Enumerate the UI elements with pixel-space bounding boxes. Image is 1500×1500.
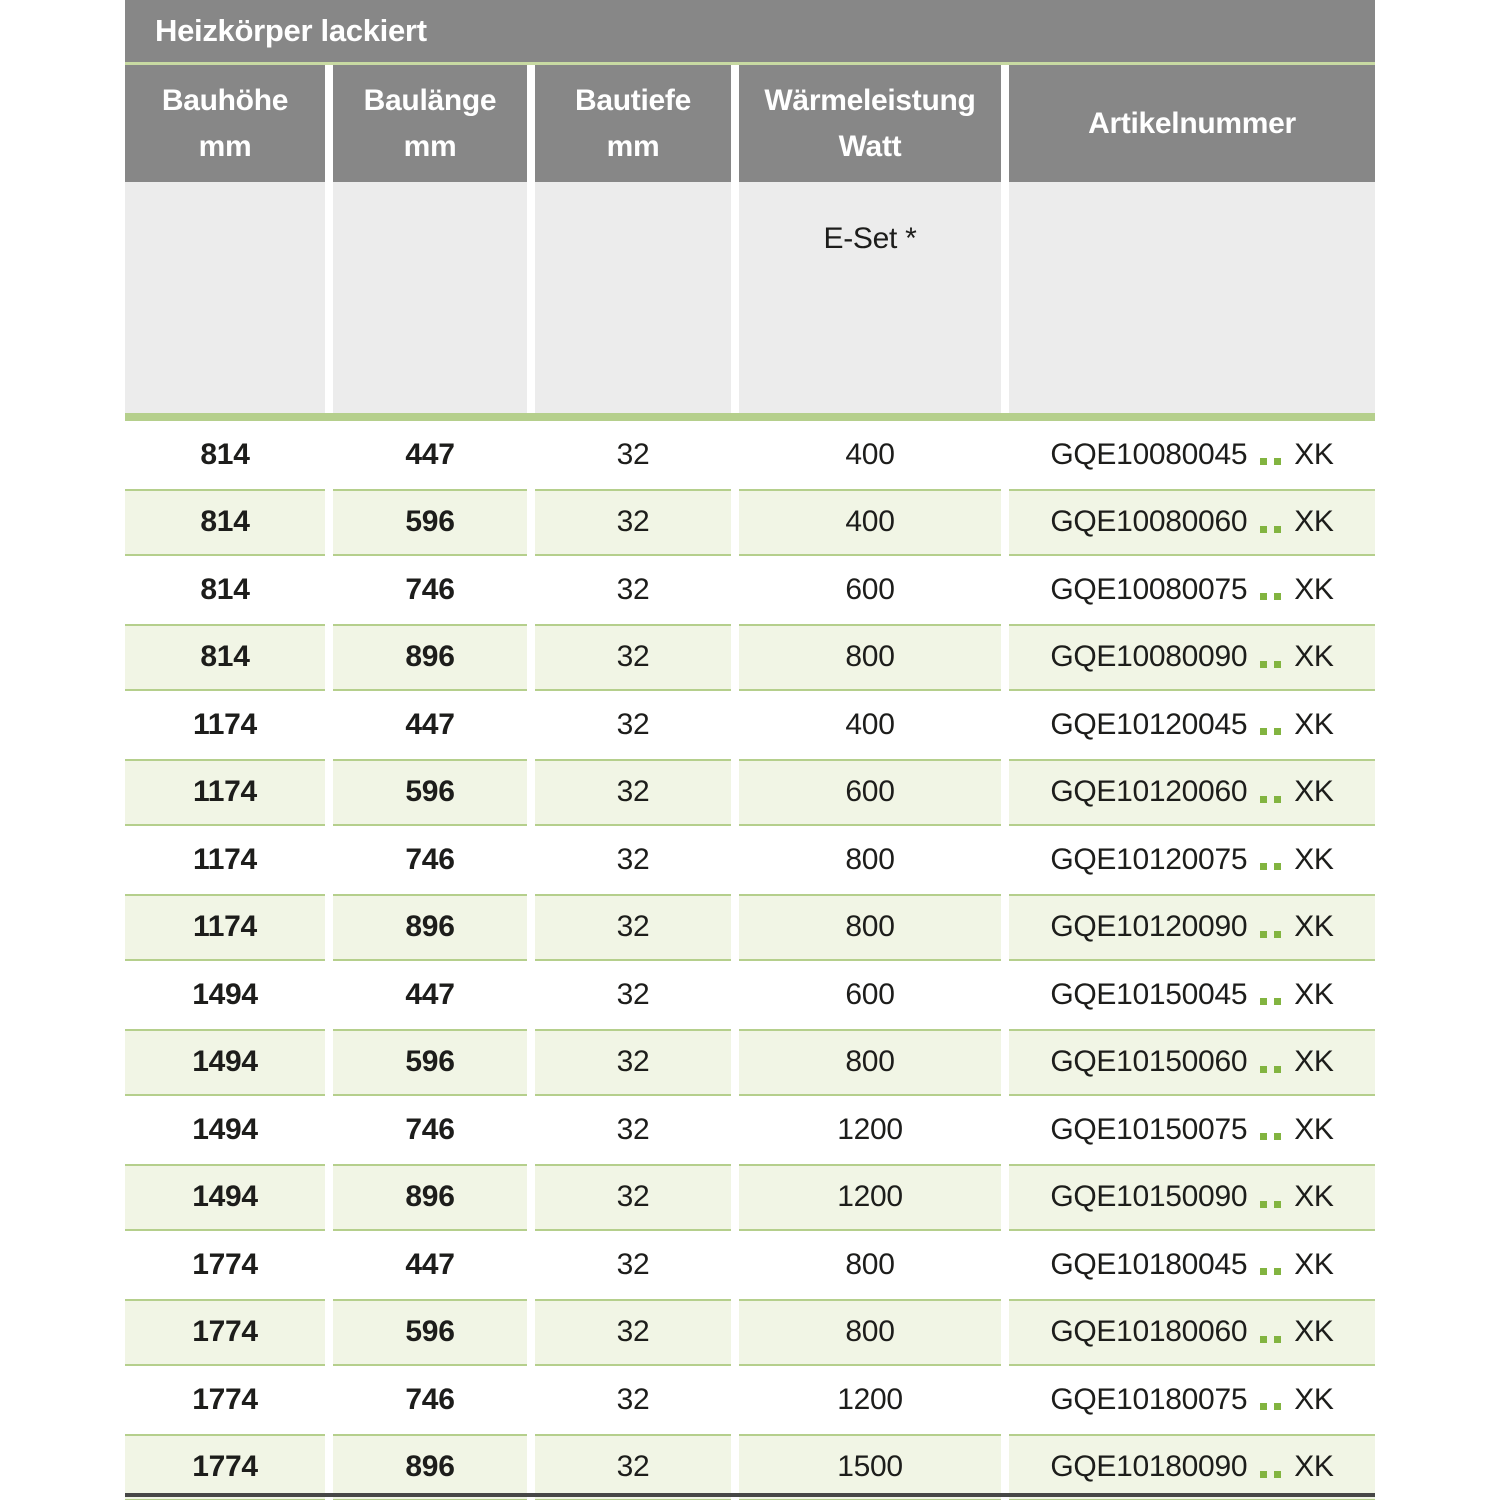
table-row xyxy=(125,691,1375,759)
color-placeholder-dot-icon xyxy=(1274,526,1281,533)
header-body-separator-line xyxy=(125,413,1375,421)
table-row xyxy=(125,894,1375,962)
table-row xyxy=(125,489,1375,557)
cell-artikelnummer xyxy=(1009,1096,1375,1164)
cell-bauhoehe: 1494 xyxy=(125,1096,325,1164)
artikelnummer-prefix: GQE10150075 xyxy=(1050,1112,1248,1146)
cell-bauhoehe: 1774 xyxy=(125,1366,325,1434)
artikelnummer-prefix: GQE10120045 xyxy=(1050,707,1248,741)
artikelnummer-prefix: GQE10150060 xyxy=(1050,1045,1248,1079)
table-row xyxy=(125,1434,1375,1500)
cell-baulaenge: 896 xyxy=(333,1164,527,1232)
table-row xyxy=(125,759,1375,827)
artikelnummer-suffix: XK xyxy=(1294,977,1334,1011)
color-placeholder-dot-icon xyxy=(1274,1268,1281,1275)
cell-baulaenge: 746 xyxy=(333,556,527,624)
cell-bautiefe: 32 xyxy=(535,961,731,1029)
cell-artikelnummer xyxy=(1009,1366,1375,1434)
cell-artikelnummer xyxy=(1009,894,1375,962)
artikelnummer-suffix: XK xyxy=(1294,572,1334,606)
cell-artikelnummer xyxy=(1009,691,1375,759)
artikelnummer-prefix: GQE10180090 xyxy=(1050,1450,1248,1484)
cell-bauhoehe: 1174 xyxy=(125,691,325,759)
cell-watt: 600 xyxy=(739,556,1001,624)
cell-baulaenge: 896 xyxy=(333,894,527,962)
artikelnummer-prefix: GQE10120090 xyxy=(1050,910,1248,944)
artikelnummer-prefix: GQE10120075 xyxy=(1050,842,1248,876)
artikelnummer-prefix: GQE10150090 xyxy=(1050,1180,1248,1214)
cell-baulaenge: 746 xyxy=(333,1366,527,1434)
artikelnummer-suffix: XK xyxy=(1294,1315,1334,1349)
cell-bautiefe: 32 xyxy=(535,894,731,962)
cell-watt: 800 xyxy=(739,624,1001,692)
color-placeholder-dot-icon xyxy=(1274,863,1281,870)
cell-baulaenge: 596 xyxy=(333,1029,527,1097)
header-bauhoehe-unit: mm xyxy=(198,129,252,163)
header-waermeleistung-unit: Watt xyxy=(838,129,902,163)
cell-bauhoehe: 1774 xyxy=(125,1299,325,1367)
cell-bauhoehe: 1774 xyxy=(125,1434,325,1500)
cell-baulaenge: 447 xyxy=(333,691,527,759)
color-placeholder-dot-icon xyxy=(1274,661,1281,668)
cell-bauhoehe: 814 xyxy=(125,489,325,557)
cell-bauhoehe: 814 xyxy=(125,556,325,624)
subheader-baulaenge xyxy=(333,182,527,413)
color-placeholder-dot-icon xyxy=(1260,863,1267,870)
cell-bautiefe: 32 xyxy=(535,624,731,692)
color-placeholder-dot-icon xyxy=(1274,931,1281,938)
header-bauhoehe-label: Bauhöhe xyxy=(161,83,289,117)
cell-artikelnummer xyxy=(1009,489,1375,557)
cell-artikelnummer xyxy=(1009,421,1375,489)
cell-bautiefe: 32 xyxy=(535,1231,731,1299)
color-placeholder-dot-icon xyxy=(1260,1133,1267,1140)
table-row xyxy=(125,1096,1375,1164)
cell-bautiefe: 32 xyxy=(535,826,731,894)
color-placeholder-dot-icon xyxy=(1260,1268,1267,1275)
table-row xyxy=(125,1029,1375,1097)
color-placeholder-dot-icon xyxy=(1260,1201,1267,1208)
cell-bautiefe: 32 xyxy=(535,759,731,827)
cell-baulaenge: 596 xyxy=(333,759,527,827)
color-placeholder-dot-icon xyxy=(1260,728,1267,735)
artikelnummer-suffix: XK xyxy=(1294,1112,1334,1146)
cell-baulaenge: 746 xyxy=(333,826,527,894)
cell-bautiefe: 32 xyxy=(535,1299,731,1367)
cell-watt: 800 xyxy=(739,1029,1001,1097)
artikelnummer-suffix: XK xyxy=(1294,1382,1334,1416)
artikelnummer-suffix: XK xyxy=(1294,1247,1334,1281)
cell-bauhoehe: 1174 xyxy=(125,759,325,827)
artikelnummer-prefix: GQE10080060 xyxy=(1050,505,1248,539)
table-row xyxy=(125,1366,1375,1434)
artikelnummer-suffix: XK xyxy=(1294,707,1334,741)
cell-watt: 600 xyxy=(739,961,1001,1029)
table-row xyxy=(125,826,1375,894)
cell-artikelnummer xyxy=(1009,1231,1375,1299)
color-placeholder-dot-icon xyxy=(1260,661,1267,668)
cell-baulaenge: 896 xyxy=(333,1434,527,1500)
cell-baulaenge: 596 xyxy=(333,1299,527,1367)
cell-bauhoehe: 1494 xyxy=(125,1164,325,1232)
cell-artikelnummer xyxy=(1009,1434,1375,1500)
cell-watt: 1200 xyxy=(739,1096,1001,1164)
cell-watt: 400 xyxy=(739,489,1001,557)
cell-watt: 1200 xyxy=(739,1164,1001,1232)
artikelnummer-prefix: GQE10080090 xyxy=(1050,640,1248,674)
header-artikelnummer-label: Artikelnummer xyxy=(1088,106,1296,140)
cell-bautiefe: 32 xyxy=(535,1096,731,1164)
table-row xyxy=(125,421,1375,489)
artikelnummer-prefix: GQE10080045 xyxy=(1050,437,1248,471)
table-row xyxy=(125,961,1375,1029)
cell-artikelnummer xyxy=(1009,1299,1375,1367)
artikelnummer-suffix: XK xyxy=(1294,505,1334,539)
subheader-artikelnummer xyxy=(1009,182,1375,413)
cell-bautiefe: 32 xyxy=(535,1434,731,1500)
color-placeholder-dot-icon xyxy=(1274,1133,1281,1140)
cell-baulaenge: 447 xyxy=(333,1231,527,1299)
table-row xyxy=(125,624,1375,692)
table-title-bar xyxy=(125,0,1375,62)
artikelnummer-suffix: XK xyxy=(1294,775,1334,809)
header-artikelnummer xyxy=(1009,65,1375,182)
artikelnummer-suffix: XK xyxy=(1294,842,1334,876)
header-baulaenge-label: Baulänge xyxy=(363,83,497,117)
color-placeholder-dot-icon xyxy=(1260,931,1267,938)
color-placeholder-dot-icon xyxy=(1274,998,1281,1005)
cell-baulaenge: 746 xyxy=(333,1096,527,1164)
color-placeholder-dot-icon xyxy=(1260,458,1267,465)
cell-watt: 600 xyxy=(739,759,1001,827)
cell-watt: 400 xyxy=(739,691,1001,759)
subheader-bauhoehe xyxy=(125,182,325,413)
table-row xyxy=(125,1231,1375,1299)
cell-bautiefe: 32 xyxy=(535,1164,731,1232)
color-placeholder-dot-icon xyxy=(1260,526,1267,533)
cell-bauhoehe: 814 xyxy=(125,421,325,489)
cell-baulaenge: 447 xyxy=(333,421,527,489)
color-placeholder-dot-icon xyxy=(1274,1201,1281,1208)
artikelnummer-prefix: GQE10180075 xyxy=(1050,1382,1248,1416)
table-header-row xyxy=(125,65,1375,182)
color-placeholder-dot-icon xyxy=(1260,1471,1267,1478)
color-placeholder-dot-icon xyxy=(1260,1336,1267,1343)
cell-watt: 800 xyxy=(739,826,1001,894)
cell-bautiefe: 32 xyxy=(535,1366,731,1434)
cell-bautiefe: 32 xyxy=(535,556,731,624)
color-placeholder-dot-icon xyxy=(1260,1403,1267,1410)
header-bauhoehe xyxy=(125,65,325,182)
color-placeholder-dot-icon xyxy=(1274,1471,1281,1478)
artikelnummer-prefix: GQE10180060 xyxy=(1050,1315,1248,1349)
cell-artikelnummer xyxy=(1009,556,1375,624)
table-row xyxy=(125,1299,1375,1367)
header-waermeleistung xyxy=(739,65,1001,182)
subheader-waermeleistung xyxy=(739,182,1001,413)
cell-watt: 800 xyxy=(739,894,1001,962)
color-placeholder-dot-icon xyxy=(1274,1403,1281,1410)
table-row xyxy=(125,1164,1375,1232)
cell-watt: 1200 xyxy=(739,1366,1001,1434)
cell-artikelnummer xyxy=(1009,624,1375,692)
artikelnummer-suffix: XK xyxy=(1294,437,1334,471)
table-bottom-border xyxy=(125,1493,1375,1497)
cell-bautiefe: 32 xyxy=(535,1029,731,1097)
cell-artikelnummer xyxy=(1009,961,1375,1029)
artikelnummer-prefix: GQE10080075 xyxy=(1050,572,1248,606)
cell-bauhoehe: 814 xyxy=(125,624,325,692)
color-placeholder-dot-icon xyxy=(1274,1066,1281,1073)
color-placeholder-dot-icon xyxy=(1260,1066,1267,1073)
cell-baulaenge: 596 xyxy=(333,489,527,557)
cell-watt: 800 xyxy=(739,1299,1001,1367)
cell-bauhoehe: 1174 xyxy=(125,826,325,894)
cell-artikelnummer xyxy=(1009,1164,1375,1232)
cell-artikelnummer xyxy=(1009,759,1375,827)
cell-bauhoehe: 1494 xyxy=(125,1029,325,1097)
cell-artikelnummer xyxy=(1009,1029,1375,1097)
color-placeholder-dot-icon xyxy=(1260,593,1267,600)
header-bautiefe-unit: mm xyxy=(606,129,660,163)
cell-baulaenge: 447 xyxy=(333,961,527,1029)
color-placeholder-dot-icon xyxy=(1260,998,1267,1005)
artikelnummer-prefix: GQE10150045 xyxy=(1050,977,1248,1011)
artikelnummer-prefix: GQE10180045 xyxy=(1050,1247,1248,1281)
cell-bautiefe: 32 xyxy=(535,421,731,489)
cell-artikelnummer xyxy=(1009,826,1375,894)
artikelnummer-suffix: XK xyxy=(1294,1045,1334,1079)
header-bautiefe-label: Bautiefe xyxy=(575,83,691,117)
artikelnummer-prefix: GQE10120060 xyxy=(1050,775,1248,809)
product-table xyxy=(125,0,1375,1500)
header-waermeleistung-label: Wärmeleistung xyxy=(764,83,976,117)
cell-baulaenge: 896 xyxy=(333,624,527,692)
table-title: Heizkörper lackiert xyxy=(155,13,427,48)
cell-bauhoehe: 1494 xyxy=(125,961,325,1029)
header-baulaenge-unit: mm xyxy=(403,129,457,163)
artikelnummer-suffix: XK xyxy=(1294,910,1334,944)
color-placeholder-dot-icon xyxy=(1274,728,1281,735)
artikelnummer-suffix: XK xyxy=(1294,1450,1334,1484)
header-baulaenge xyxy=(333,65,527,182)
subheader-bautiefe xyxy=(535,182,731,413)
cell-watt: 400 xyxy=(739,421,1001,489)
cell-bauhoehe: 1174 xyxy=(125,894,325,962)
color-placeholder-dot-icon xyxy=(1274,458,1281,465)
color-placeholder-dot-icon xyxy=(1274,593,1281,600)
cell-watt: 800 xyxy=(739,1231,1001,1299)
eset-label: E-Set * xyxy=(823,222,917,255)
table-body xyxy=(125,421,1375,1500)
artikelnummer-suffix: XK xyxy=(1294,1180,1334,1214)
header-bautiefe xyxy=(535,65,731,182)
color-placeholder-dot-icon xyxy=(1260,796,1267,803)
artikelnummer-suffix: XK xyxy=(1294,640,1334,674)
table-row xyxy=(125,556,1375,624)
cell-bauhoehe: 1774 xyxy=(125,1231,325,1299)
table-subheader-row xyxy=(125,182,1375,413)
color-placeholder-dot-icon xyxy=(1274,796,1281,803)
cell-bautiefe: 32 xyxy=(535,489,731,557)
cell-watt: 1500 xyxy=(739,1434,1001,1500)
cell-bautiefe: 32 xyxy=(535,691,731,759)
color-placeholder-dot-icon xyxy=(1274,1336,1281,1343)
